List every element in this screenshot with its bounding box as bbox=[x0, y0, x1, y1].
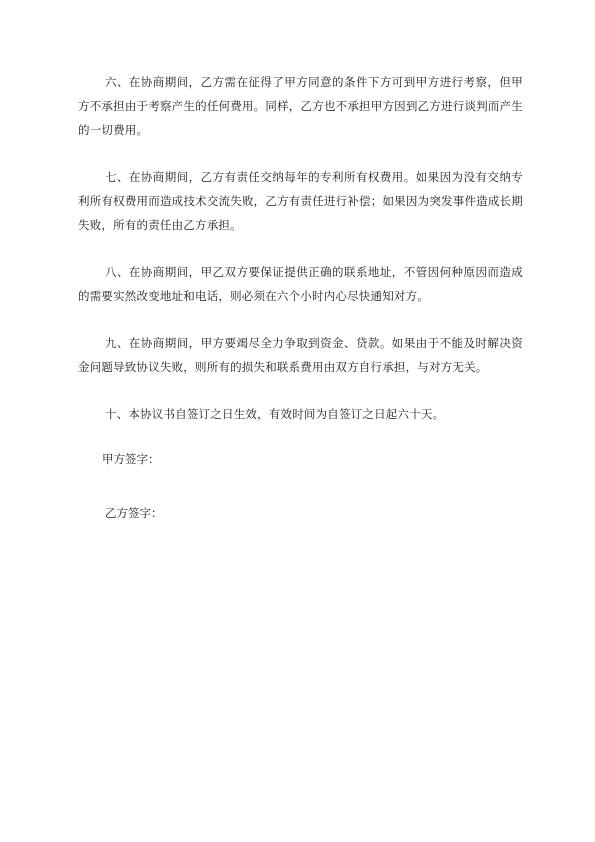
clause-9: 九、在协商期间，甲方要竭尽全力争取到资金、贷款。如果由于不能及时解决资金问题导致协议失败，则所有的损失和联系费用由双方自行承担，与对方无关。 bbox=[78, 336, 523, 374]
clause-6: 六、在协商期间，乙方需在征得了甲方同意的条件下方可到甲方进行考察，但甲方不承担由于考察产生的任何费用。同样，乙方也不承担甲方因到乙方进行谈判而产生的一切费用。 bbox=[78, 75, 523, 137]
party-b-signature-label: 乙方签字： bbox=[105, 506, 163, 520]
party-a-signature-label: 甲方签字： bbox=[102, 452, 160, 466]
clause-8: 八、在协商期间，甲乙双方要保证提供正确的联系地址，不管因何种原因而造成的需要实然改变地址和电话，则必须在六个小时内心尽快通知对方。 bbox=[78, 265, 523, 303]
clause-7: 七、在协商期间，乙方有责任交纳每年的专利所有权费用。如果因为没有交纳专利所有权费用而造成技术交流失败，乙方有责任进行补偿；如果因为突发事件造成长期失败，所有的责任由乙方承担。 bbox=[78, 170, 523, 232]
clause-10: 十、本协议书自签订之日生效，有效时间为自签订之日起六十天。 bbox=[105, 407, 445, 421]
document-body bbox=[78, 70, 523, 525]
